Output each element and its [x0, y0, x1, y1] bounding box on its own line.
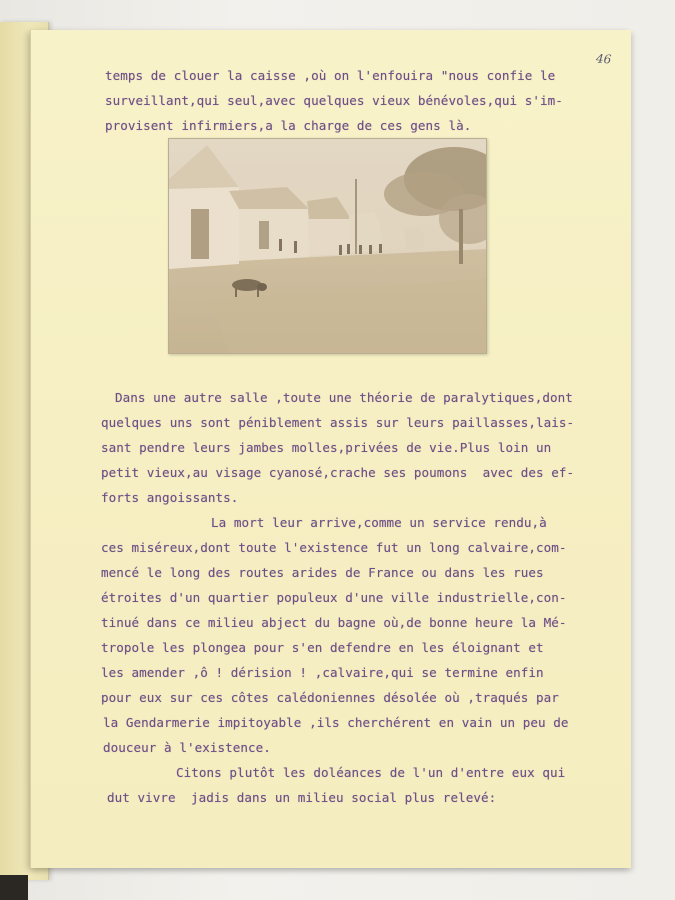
text-line: tinué dans ce milieu abject du bagne où,de bonne heure la Mé-: [101, 615, 567, 630]
photograph-barracks-street-icon: [169, 139, 486, 353]
text-line: tropole les plongea pour s'en defendre en les éloignant et: [101, 640, 544, 655]
text-line: étroites d'un quartier populeux d'une ville industrielle,con-: [101, 590, 567, 605]
text-line: provisent infirmiers,a la charge de ces gens là.: [105, 118, 472, 133]
photograph-barracks-street: [168, 138, 487, 354]
text-line: les amender ,ô ! dérision ! ,calvaire,qui se termine enfin: [101, 665, 544, 680]
typewritten-page: [30, 30, 631, 868]
text-line: pour eux sur ces côtes calédoniennes désolée où ,traqués par: [101, 690, 559, 705]
page-number: 46: [595, 51, 612, 67]
text-line: petit vieux,au visage cyanosé,crache ses poumons avec des ef-: [101, 465, 575, 480]
text-line: forts angoissants.: [101, 490, 239, 505]
text-line: sant pendre leurs jambes molles,privées de vie.Plus loin un: [101, 440, 552, 455]
text-line: douceur à l'existence.: [103, 740, 271, 755]
text-line: Citons plutôt les doléances de l'un d'entre eux qui: [176, 765, 566, 780]
text-line: Dans une autre salle ,toute une théorie de paralytiques,dont: [115, 390, 573, 405]
text-line: quelques uns sont péniblement assis sur leurs paillasses,lais-: [101, 415, 575, 430]
scanner-edge: [0, 875, 28, 900]
text-line: ces miséreux,dont toute l'existence fut un long calvaire,com-: [101, 540, 567, 555]
text-line: temps de clouer la caisse ,où on l'enfouira "nous confie le: [105, 68, 556, 83]
text-line: la Gendarmerie impitoyable ,ils cherchérent en vain un peu de: [103, 715, 569, 730]
text-line: surveillant,qui seul,avec quelques vieux bénévoles,qui s'im-: [105, 93, 563, 108]
text-line: dut vivre jadis dans un milieu social plus relevé:: [107, 790, 497, 805]
text-line: mencé le long des routes arides de France ou dans les rues: [101, 565, 544, 580]
text-line: La mort leur arrive,comme un service rendu,à: [211, 515, 547, 530]
